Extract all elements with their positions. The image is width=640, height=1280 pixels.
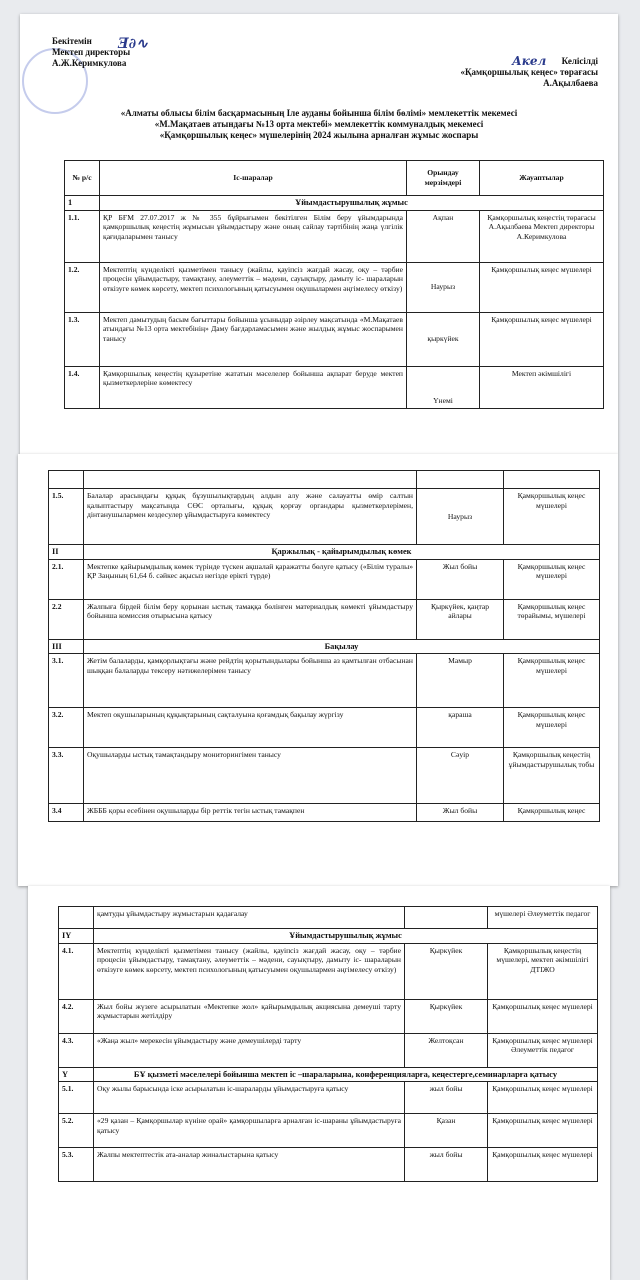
table-row — [59, 943, 598, 999]
table-row — [49, 748, 600, 804]
col-header-number: № р/с — [65, 161, 100, 196]
section-title: Қаржылық - қайырымдылық көмек — [84, 545, 600, 560]
row-number: 4.2. — [59, 999, 94, 1033]
row-responsible: Қамқоршылық кеңес мүшелері — [488, 1114, 598, 1148]
row-number: 1.2. — [65, 262, 100, 312]
section-title: Ұйымдастырушылық жұмыс — [100, 196, 604, 211]
approve-label: Бекітемін — [52, 36, 92, 46]
section-row — [59, 929, 598, 944]
row-number: 2.2 — [49, 599, 84, 639]
row-number: 1.1. — [65, 210, 100, 262]
row-responsible: Қамқоршылық кеңестің ұйымдастырушылық тобы — [504, 748, 600, 804]
table-row — [49, 599, 600, 639]
title-line-1: «Алматы облысы білім басқармасының Іле ауданы бойынша білім бөлімі» мемлекеттік мекемесі — [120, 108, 518, 118]
table-row — [59, 1033, 598, 1067]
row-number: 4.1. — [59, 943, 94, 999]
table-row-blank — [49, 471, 600, 489]
table-header-row — [65, 161, 604, 196]
section-number: 1 — [65, 196, 100, 211]
approval-block-right — [460, 56, 598, 89]
row-deadline: Ақпан — [407, 210, 480, 262]
table-row — [59, 1114, 598, 1148]
table-row — [65, 262, 604, 312]
row-deadline: Үнемі — [407, 366, 480, 408]
row-number: 1.3. — [65, 312, 100, 366]
row-number: 2.1. — [49, 559, 84, 599]
table-row — [59, 907, 598, 929]
row-number: 4.3. — [59, 1033, 94, 1067]
document-page-1 — [20, 14, 618, 454]
row-task: қамтуды ұйымдастыру жұмыстарын қадағалау — [94, 907, 405, 929]
table-row — [59, 1082, 598, 1114]
section-number: Ү — [59, 1067, 94, 1082]
section-number: ІІІ — [49, 639, 84, 654]
row-responsible: Қамқоршылық кеңес мүшелері — [480, 312, 604, 366]
table-row — [59, 1148, 598, 1182]
agree-label: Келісілді — [561, 56, 598, 66]
table-row — [49, 654, 600, 708]
table-row — [65, 312, 604, 366]
table-row — [65, 366, 604, 408]
row-responsible: Қамқоршылық кеңестің төрағасы А.Ақылбаева Мектеп директоры А.Керимкулова — [480, 210, 604, 262]
row-number: 5.2. — [59, 1114, 94, 1148]
section-number: ІҮ — [59, 929, 94, 944]
section-title: Бақылау — [84, 639, 600, 654]
row-responsible: Мектеп әкімшілігі — [480, 366, 604, 408]
row-responsible: Қамқоршылық кеңестің мүшелері, мектеп әкімшілігі ДТІЖО — [488, 943, 598, 999]
section-title: БҰ қызметі мәселелері бойынша мектеп іс –шараларына, конференцияларға, кеңестерге,семинарларға қатысу — [94, 1067, 598, 1082]
section-row — [59, 1067, 598, 1082]
row-task: Мектеп дамытудың басым бағыттары бойынша ұсыныдар әзірлеу мақсатында «М.Мақатаев атындағы №13 орта мектебінің» Даму бағдарламасымен және жылдық жұмыс жоспарымен танысу — [100, 312, 407, 366]
document-page-3 — [28, 886, 610, 1280]
row-responsible: Қамқоршылық кеңес мүшелері — [488, 1148, 598, 1182]
section-row — [49, 639, 600, 654]
row-task: Мектеп оқушыларының құқықтарының сақталуына қоғамдық бақылау жүргізу — [84, 708, 417, 748]
row-deadline: Жыл бойы — [417, 804, 504, 822]
row-responsible: Қамқоршылық кеңес — [504, 804, 600, 822]
col-header-task: Іс-шаралар — [100, 161, 407, 196]
approve-role: Мектеп директоры — [52, 47, 131, 57]
agree-name: А.Ақылбаева — [543, 78, 598, 88]
row-deadline: Сәуір — [417, 748, 504, 804]
table-row — [59, 999, 598, 1033]
row-task: ЖБББ қоры есебінен оқушыларды бір реттік тегін ыстық тамақпен — [84, 804, 417, 822]
row-responsible: Қамқоршылық кеңес мүшелері — [504, 559, 600, 599]
row-task: Жетім балаларды, қамқорлықтағы және рейдтің қорытындылары бойынша аз қамтылған отбасынан шыққан балаларды тексеру нәтижелерімен танысу — [84, 654, 417, 708]
signature-director: Ǝ∂∿ — [118, 36, 148, 52]
row-number: 3.2. — [49, 708, 84, 748]
row-deadline: Қыркүйек — [405, 943, 488, 999]
row-task: Мектептің күнделікті қызметімен танысу (жайлы, қауіпсіз жағдай жасау, оқу – тәрбие процесін ұйымдастыру, тамақтану, әлеуметтік – мәдени, сауықтыру, дамыту іс- шараларын өткізуге көмек көрсету, мектеп психологының қатысуымен оқушылармен әңгімелесу өткізу) — [94, 943, 405, 999]
row-task: Оқушыларды ыстық тамақтандыру мониторингімен танысу — [84, 748, 417, 804]
row-responsible: Қамқоршылық кеңес төрайымы, мүшелері — [504, 599, 600, 639]
table-row — [49, 708, 600, 748]
title-line-3: «Қамқоршылық кеңес» мүшелерінің 2024 жылына арналған жұмыс жоспары — [159, 130, 479, 140]
row-task: Оқу жылы барысында іске асырылатын іс-шараларды ұйымдастыруға қатысу — [94, 1082, 405, 1114]
row-task: Жалпыға бірдей білім беру қорынан ыстық тамаққа бөлінген материалдық көмекті ұйымдастыру бойынша комиссия отырысына қатысу — [84, 599, 417, 639]
row-deadline: қараша — [417, 708, 504, 748]
row-responsible: Қамқоршылық кеңес мүшелері — [488, 1082, 598, 1114]
row-task: ҚР БҒМ 27.07.2017 ж № 355 бұйрығымен бекітілген Білім беру ұйымдарында қамқоршылық кеңестің жұмысын ұйымдастыру және оның сайлау тәртібінің жаңа үлгілік қағидаларымен танысу — [100, 210, 407, 262]
row-deadline: қыркүйек — [407, 312, 480, 366]
row-deadline: Наурыз — [417, 489, 504, 545]
document-title — [20, 108, 618, 141]
row-deadline: Жыл бойы — [417, 559, 504, 599]
row-responsible: Қамқоршылық кеңес мүшелері — [480, 262, 604, 312]
section-row — [49, 545, 600, 560]
row-number: 1.5. — [49, 489, 84, 545]
col-header-responsible: Жауаптылар — [480, 161, 604, 196]
row-deadline: Қыркүйек, қаңтар айлары — [417, 599, 504, 639]
row-responsible: Қамқоршылық кеңес мүшелері Әлеуметтік педагог — [488, 1033, 598, 1067]
section-title: Ұйымдастырушылық жұмыс — [94, 929, 598, 944]
row-task: Мектепке қайырымдылық көмек түрінде түскен ақшалай қаражатты бөлуге қатысу («Білім туралы» ҚР Заңының 61,64 б. сәйкес ақысыз негізде ерікті түрде) — [84, 559, 417, 599]
row-deadline: Қазан — [405, 1114, 488, 1148]
row-number: 1.4. — [65, 366, 100, 408]
row-task: Жыл бойы жүзеге асырылатын «Мектепке жол» қайырымдылық акциясына демеуші тарту жұмыстарын жетілдіру — [94, 999, 405, 1033]
row-deadline: Желтоқсан — [405, 1033, 488, 1067]
plan-table-page-2 — [48, 470, 600, 822]
table-row — [65, 210, 604, 262]
row-task: «Жаңа жыл» мерекесін ұйымдастыру және демеушілерді тарту — [94, 1033, 405, 1067]
approve-name: А.Ж.Керимкулова — [52, 58, 127, 68]
row-task: Балалар арасындағы құқық бұзушылықтардың алдын алу және салауатты өмір салтын қалыптастыру мақсатында СӨС орталығы, құқық қорғау органдары қызметкерлерімен, дінтанушылармен кездесулер ұйымдастыруға көмектесу — [84, 489, 417, 545]
row-responsible: Қамқоршылық кеңес мүшелері — [488, 999, 598, 1033]
row-responsible: Қамқоршылық кеңес мүшелері — [504, 654, 600, 708]
row-deadline: Қыркүйек — [405, 999, 488, 1033]
table-row — [49, 559, 600, 599]
row-responsible: мүшелері Әлеуметтік педагог — [488, 907, 598, 929]
title-line-2: «М.Мақатаев атындағы №13 орта мектебі» мемлекеттік коммуналдық мекемесі — [154, 119, 484, 129]
section-number: ІІ — [49, 545, 84, 560]
document-page-2 — [18, 454, 618, 886]
signature-chair: Акел — [512, 54, 547, 68]
row-number: 3.1. — [49, 654, 84, 708]
row-number: 3.4 — [49, 804, 84, 822]
row-task: Мектептің күнделікті қызметімен танысу (жайлы, қауіпсіз жағдай жасау, оқу – тәрбие процесін ұйымдастыру, тамақтану, әлеуметтік – мәдени, сауықтыру, дамыту іс- шараларын өткізуге көмек көрсету, мектеп психологының қатысуымен оқушылармен әңгімелесу өткізу) — [100, 262, 407, 312]
plan-table-page-3 — [58, 906, 598, 1182]
table-row — [49, 804, 600, 822]
row-responsible: Қамқоршылық кеңес мүшелері — [504, 489, 600, 545]
agree-role: «Қамқоршылық кеңес» төрағасы — [460, 67, 598, 77]
row-responsible: Қамқоршылық кеңес мүшелері — [504, 708, 600, 748]
row-number: 5.3. — [59, 1148, 94, 1182]
row-deadline: Мамыр — [417, 654, 504, 708]
row-deadline: жыл бойы — [405, 1082, 488, 1114]
table-row — [49, 489, 600, 545]
row-task: «29 қазан – Қамқоршылар күніне орай» қамқоршыларға арналған іс-шараны ұйымдастыруға қатысу — [94, 1114, 405, 1148]
section-row — [65, 196, 604, 211]
row-task: Жалпы мектептестік ата-аналар жиналыстарына қатысу — [94, 1148, 405, 1182]
row-number: 3.3. — [49, 748, 84, 804]
row-deadline: Наурыз — [407, 262, 480, 312]
col-header-deadline: Орындау мерзімдері — [407, 161, 480, 196]
document-header — [20, 14, 618, 164]
row-task: Қамқоршылық кеңестің құзыретіне жататын мәселелер бойынша ақпарат беруде мектеп қызметкерлеріне көмектесу — [100, 366, 407, 408]
row-number: 5.1. — [59, 1082, 94, 1114]
row-deadline: жыл бойы — [405, 1148, 488, 1182]
plan-table-page-1 — [64, 160, 604, 409]
